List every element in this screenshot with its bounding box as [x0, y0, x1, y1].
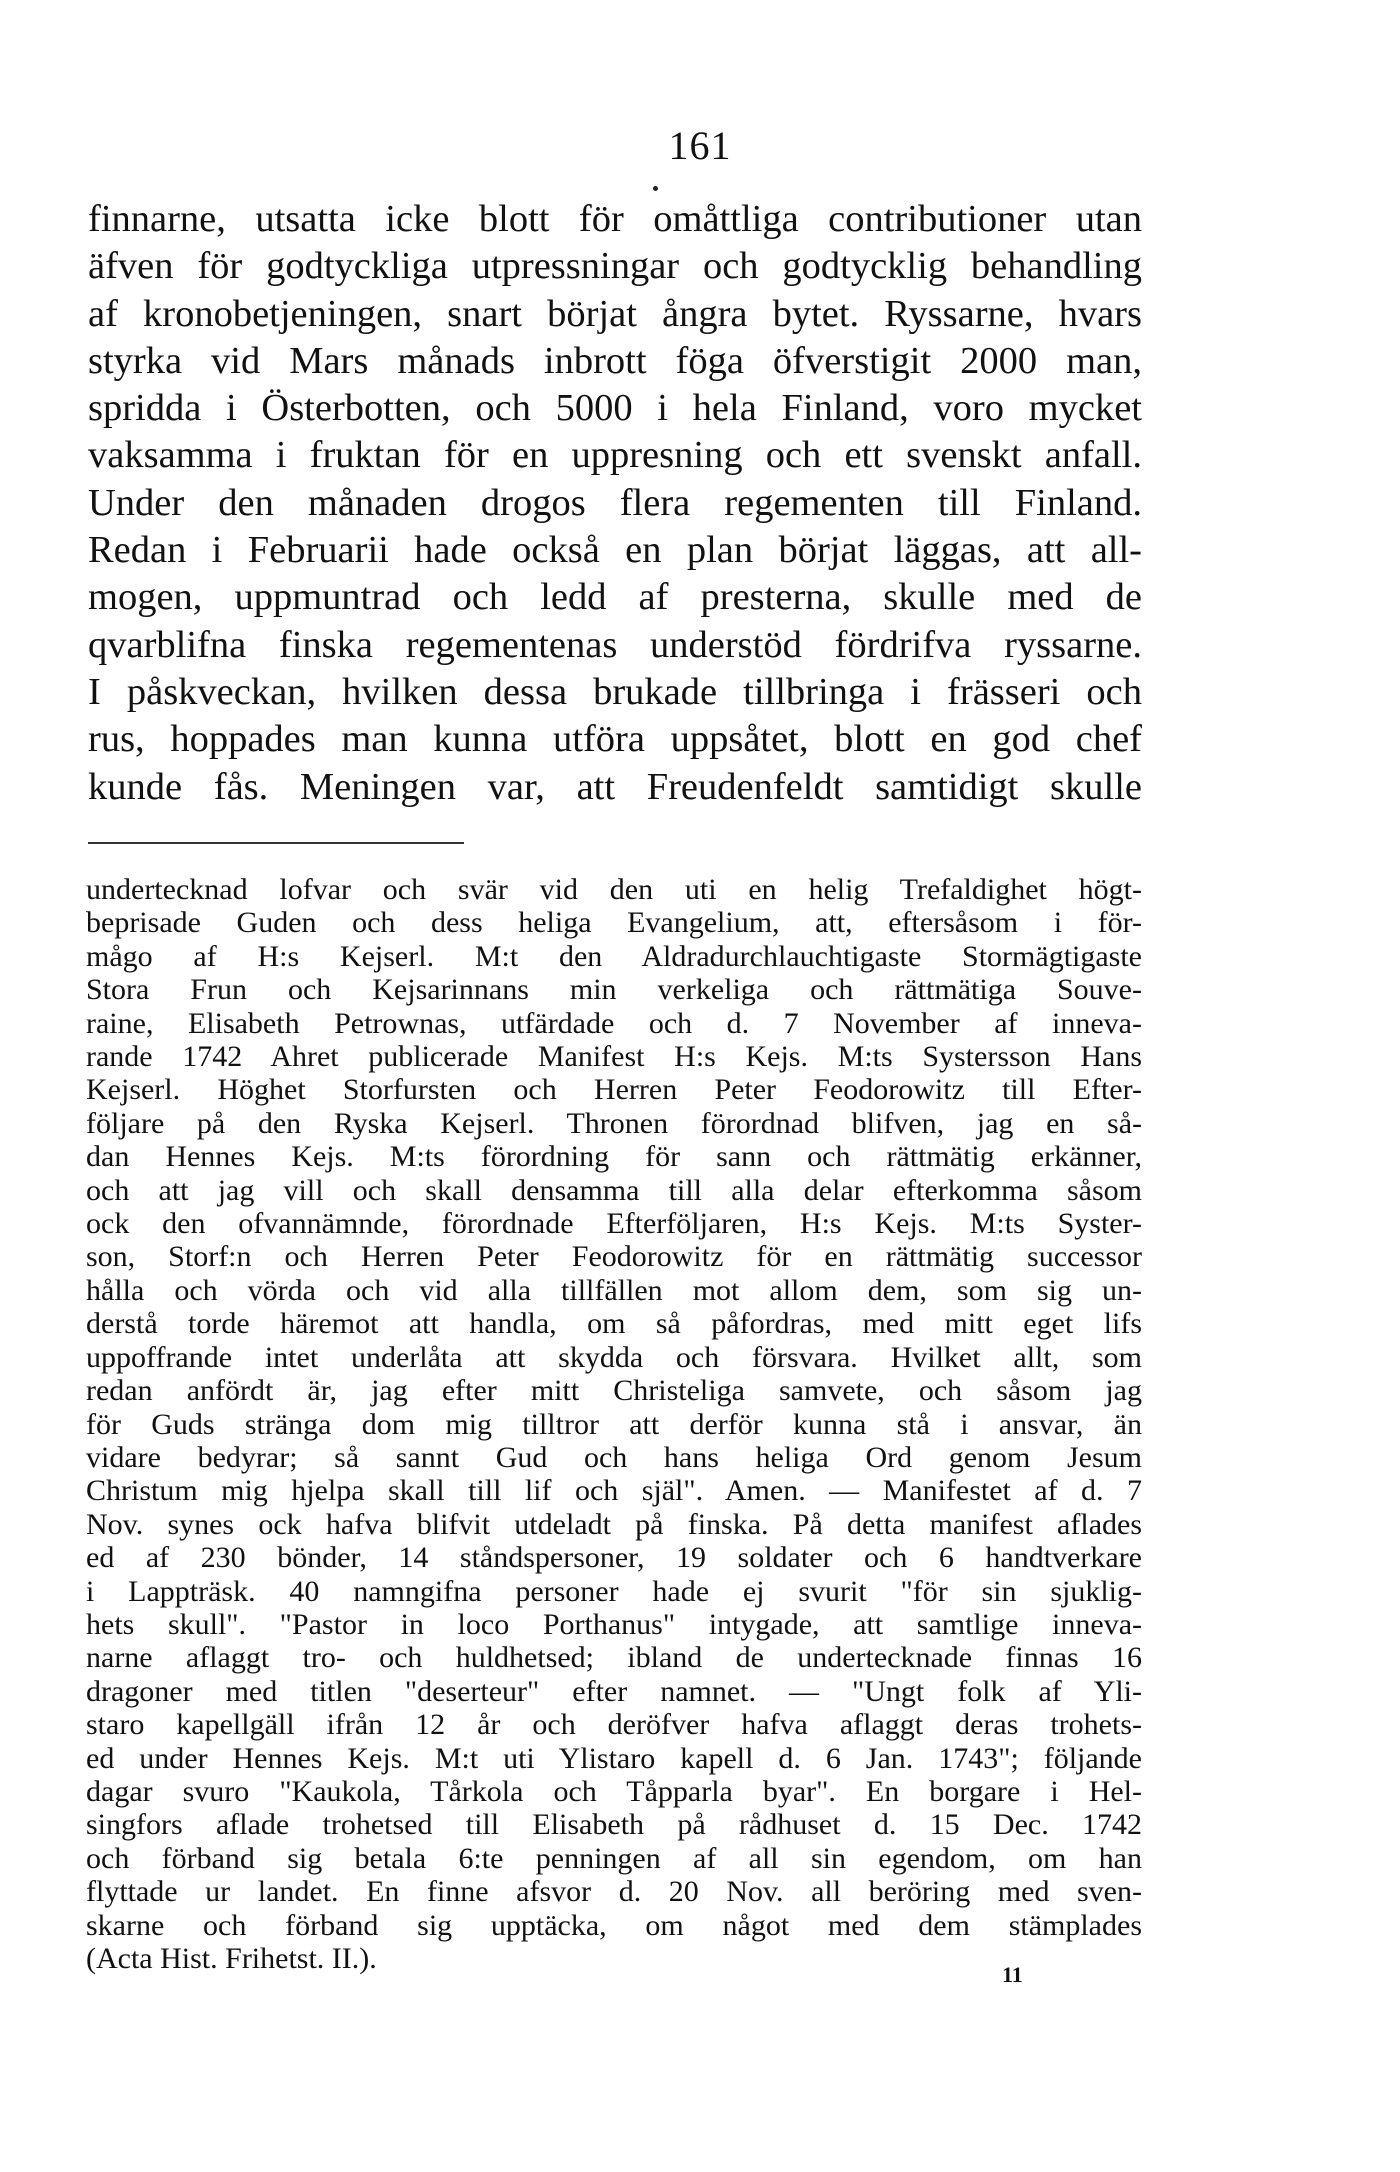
- body-text-line: qvarblifna finska regementenas understöd fördrifva ryssarne.: [88, 623, 1142, 666]
- footnote-line: hets skull". "Pastor in loco Porthanus" intygade, att samtlige inneva-: [86, 1607, 1142, 1641]
- footnote-separator-rule: [88, 842, 464, 844]
- footnote-line: rande 1742 Ahret publicerade Manifest H:s Kejs. M:ts Systersson Hans: [86, 1040, 1142, 1074]
- footnote-line: vidare bedyrar; så sannt Gud och hans heliga Ord genom Jesum: [86, 1440, 1142, 1474]
- footnote-line: narne aflaggt tro- och huldhetsed; ibland de undertecknade finnas 16: [86, 1641, 1142, 1675]
- print-speck: [653, 186, 658, 191]
- body-text-line: vaksamma i fruktan för en uppresning och ett svenskt anfall.: [88, 434, 1142, 477]
- footnote-line: uppoffrande intet underlåta att skydda och försvara. Hvilket allt, som: [86, 1340, 1142, 1374]
- footnote-line: flyttade ur landet. En finne afsvor d. 20 Nov. all beröring med sven-: [86, 1875, 1142, 1909]
- footnote-line: Nov. synes ock hafva blifvit utdeladt på finska. På detta manifest aflades: [86, 1507, 1142, 1541]
- body-text-line: äfven för godtyckliga utpressningar och godtycklig behandling: [88, 245, 1142, 288]
- footnote-text: [86, 873, 1142, 1975]
- footnote-line: ed af 230 bönder, 14 ståndspersoner, 19 soldater och 6 handtverkare: [86, 1541, 1142, 1575]
- footnote-line: staro kapellgäll ifrån 12 år och deröfver hafva aflaggt deras trohets-: [86, 1708, 1142, 1742]
- body-text-line: Redan i Februarii hade också en plan börjat läggas, att all-: [88, 529, 1142, 572]
- footnote-line: Christum mig hjelpa skall till lif och själ". Amen. — Manifestet af d. 7: [86, 1474, 1142, 1508]
- footnote-line: och att jag vill och skall densamma till alla delar efterkomma såsom: [86, 1173, 1142, 1207]
- footnote-line: dan Hennes Kejs. M:ts förordning för sann och rättmätig erkänner,: [86, 1140, 1142, 1174]
- footnote-line: och förband sig betala 6:te penningen af all sin egendom, om han: [86, 1841, 1142, 1875]
- footnote-line: (Acta Hist. Frihetst. II.).: [86, 1942, 377, 1975]
- footnote-line: hålla och vörda och vid alla tillfällen mot allom dem, som sig un-: [86, 1273, 1142, 1307]
- footnote-line: derstå torde häremot att handla, om så påfordras, med mitt eget lifs: [86, 1307, 1142, 1341]
- footnote-line: son, Storf:n och Herren Peter Feodorowitz för en rättmätig successor: [86, 1240, 1142, 1274]
- body-text-line: styrka vid Mars månads inbrott föga öfverstigit 2000 man,: [88, 339, 1142, 382]
- footnote-line: raine, Elisabeth Petrownas, utfärdade och d. 7 November af inneva-: [86, 1006, 1142, 1040]
- body-text-line: Under den månaden drogos flera regementen till Finland.: [88, 481, 1142, 524]
- main-body-text: [88, 196, 1142, 811]
- body-text-line: I påskveckan, hvilken dessa brukade tillbringa i frässeri och: [88, 670, 1142, 713]
- footnote-line: undertecknad lofvar och svär vid den uti en helig Trefaldighet högt-: [86, 873, 1142, 906]
- page-number: 161: [668, 123, 732, 168]
- footnote-line: för Guds stränga dom mig tilltror att derför kunna stå i ansvar, än: [86, 1407, 1142, 1441]
- footnote-line: redan anfördt är, jag efter mitt Christeliga samvete, och såsom jag: [86, 1374, 1142, 1408]
- footnote-line: beprisade Guden och dess heliga Evangelium, att, eftersåsom i för-: [86, 906, 1142, 940]
- footnote-line: dagar svuro "Kaukola, Tårkola och Tåpparla byar". En borgare i Hel-: [86, 1774, 1142, 1808]
- body-text-line: spridda i Österbotten, och 5000 i hela Finland, voro mycket: [88, 387, 1142, 430]
- footnote-line: skarne och förband sig upptäcka, om något med dem stämplades: [86, 1908, 1142, 1942]
- footnote-line: ed under Hennes Kejs. M:t uti Ylistaro kapell d. 6 Jan. 1743"; följande: [86, 1741, 1142, 1775]
- footnote-line: mågo af H:s Kejserl. M:t den Aldradurchlauchtigaste Stormägtigaste: [86, 939, 1142, 973]
- body-text-line: finnarne, utsatta icke blott för omåttliga contributioner utan: [88, 198, 1142, 240]
- body-text-line: af kronobetjeningen, snart börjat ångra bytet. Ryssarne, hvars: [88, 292, 1142, 335]
- footnote-line: dragoner med titlen "deserteur" efter namnet. — "Ungt folk af Yli-: [86, 1674, 1142, 1708]
- footnote-line: ock den ofvannämnde, förordnade Efterföljaren, H:s Kejs. M:ts Syster-: [86, 1207, 1142, 1241]
- footnote-line: Stora Frun och Kejsarinnans min verkeliga och rättmätiga Souve-: [86, 973, 1142, 1007]
- body-text-line: rus, hoppades man kunna utföra uppsåtet, blott en god chef: [88, 718, 1142, 761]
- printer-signature-mark: 11: [1002, 1962, 1023, 1987]
- footnote-line: Kejserl. Höghet Storfursten och Herren Peter Feodorowitz till Efter-: [86, 1073, 1142, 1107]
- footnote-line: följare på den Ryska Kejserl. Thronen förordnad blifven, jag en så-: [86, 1106, 1142, 1140]
- footnote-line: i Lappträsk. 40 namngifna personer hade ej svurit "för sin sjuklig-: [86, 1574, 1142, 1608]
- footnote-line: singfors aflade trohetsed till Elisabeth på rådhuset d. 15 Dec. 1742: [86, 1808, 1142, 1842]
- body-text-line: kunde fås. Meningen var, att Freudenfeldt samtidigt skulle: [88, 765, 1142, 808]
- body-text-line: mogen, uppmuntrad och ledd af presterna, skulle med de: [88, 576, 1142, 619]
